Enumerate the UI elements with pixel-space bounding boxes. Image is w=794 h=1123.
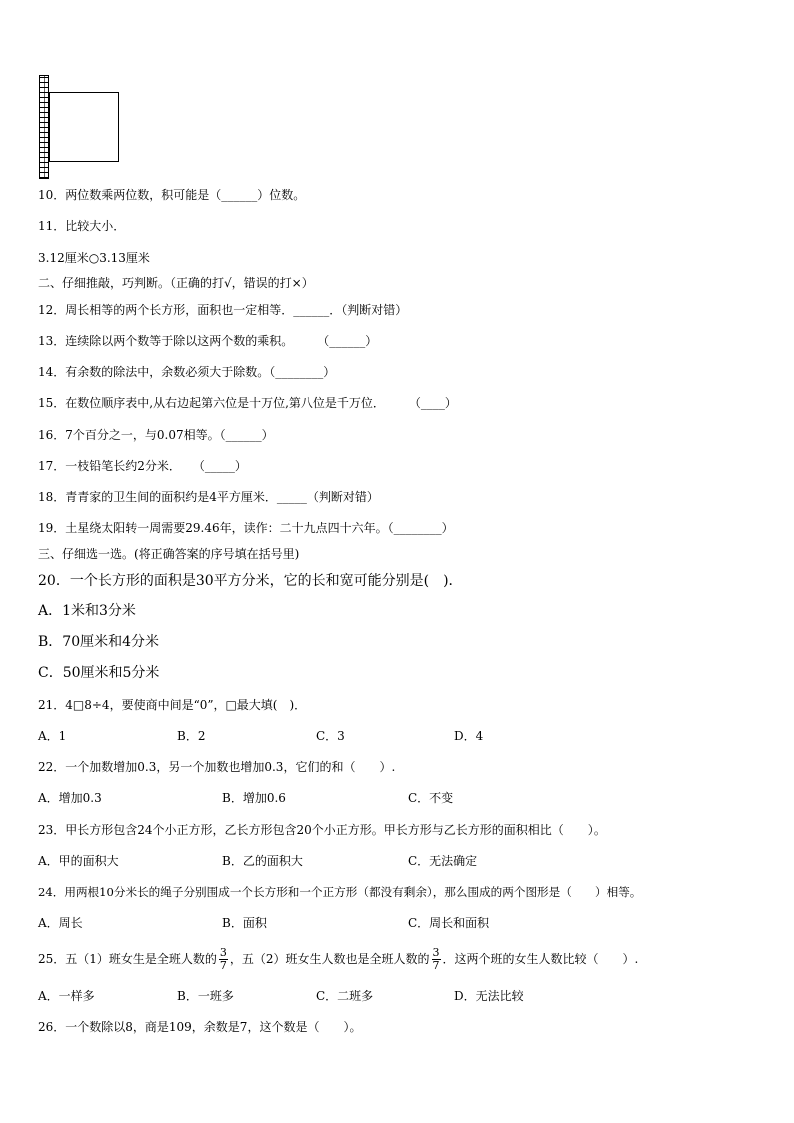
q20-option-b: B．70厘米和4分米 (38, 634, 160, 650)
q25-option-c: C．二班多 (316, 989, 374, 1003)
q25-option-d: D．无法比较 (454, 989, 524, 1003)
fraction-numerator: 3 (219, 946, 227, 959)
q24-option-b: B．面积 (222, 916, 267, 930)
q25-text-end: ．这两个班的女生人数比较（ ）. (442, 952, 639, 966)
q23-option-a: A．甲的面积大 (38, 854, 119, 868)
q21-option-b: B．2 (177, 729, 206, 743)
q25-text-middle: ，五（2）班女生人数也是全班人数的 (229, 952, 430, 966)
q23-option-c: C．无法确定 (408, 854, 478, 868)
question-16: 16．7个百分之一，与0.07相等。（______） (38, 428, 274, 442)
question-11: 11．比较大小． (38, 219, 126, 233)
question-15: 15．在数位顺序表中,从右边起第六位是十万位,第八位是千万位． （____） (38, 396, 457, 410)
fraction-3-7-second (432, 947, 441, 972)
question-10: 10．两位数乘两位数，积可能是（______）位数。 (38, 188, 306, 202)
question-20: 20．一个长方形的面积是30平方分米，它的长和宽可能分别是( )． (38, 573, 463, 589)
fraction-denominator: 7 (219, 959, 227, 972)
fraction-numerator-2: 3 (432, 946, 440, 959)
q24-option-a: A．周长 (38, 916, 83, 930)
q25-option-b: B．一班多 (177, 989, 234, 1003)
section-2-heading: 二、仔细推敲，巧判断。（正确的打√，错误的打×） (38, 276, 314, 290)
question-17: 17．一枝铅笔长约2分米． （_____） (38, 459, 247, 473)
q24-option-c: C．周长和面积 (408, 916, 490, 930)
question-12: 12．周长相等的两个长方形，面积也一定相等．______．（判断对错） (38, 303, 408, 317)
question-14: 14．有余数的除法中，余数必须大于除数。（________） (38, 365, 336, 379)
q23-option-b: B．乙的面积大 (222, 854, 303, 868)
q20-option-a: A．1米和3分米 (38, 603, 136, 619)
question-18: 18．青青家的卫生间的面积约是4平方厘米．_____（判断对错） (38, 490, 379, 504)
fraction-3-7 (219, 947, 228, 972)
q22-option-b: B．增加0.6 (222, 791, 286, 805)
fraction-denominator-2: 7 (432, 959, 440, 972)
question-19: 19．土星绕太阳转一周需要29.46年，读作：二十九点四十六年。（________） (38, 521, 454, 535)
q21-option-a: A．1 (38, 729, 67, 743)
q22-option-c: C．不变 (408, 791, 454, 805)
question-25 (38, 944, 638, 974)
question-11-body: 3.12厘米○3.13厘米 (38, 251, 150, 265)
q25-option-a: A．一样多 (38, 989, 95, 1003)
q25-text-start: 25．五（1）班女生是全班人数的 (38, 952, 217, 966)
q21-option-d: D．4 (454, 729, 484, 743)
question-26: 26．一个数除以8，商是109，余数是7，这个数是（ ）。 (38, 1020, 362, 1034)
door-rectangle (49, 92, 119, 162)
question-24: 24．用两根10分米长的绳子分别围成一个长方形和一个正方形（都没有剩余），那么围成的两个图形是（ ）相等。 (38, 885, 642, 899)
q21-option-c: C．3 (316, 729, 345, 743)
question-22: 22．一个加数增加0.3，另一个加数也增加0.3，它们的和（ ）. (38, 760, 396, 774)
section-3-heading: 三、仔细选一选。(将正确答案的序号填在括号里) (38, 547, 300, 561)
q22-option-a: A．增加0.3 (38, 791, 102, 805)
wall-hatch (39, 75, 49, 179)
q20-option-c: C．50厘米和5分米 (38, 665, 160, 681)
question-21: 21．4□8÷4，要使商中间是“0”，□最大填( )． (38, 698, 307, 712)
question-23: 23．甲长方形包含24个小正方形，乙长方形包含20个小正方形。甲长方形与乙长方形的面积相比（ ）。 (38, 823, 606, 837)
question-13: 13．连续除以两个数等于除以这两个数的乘积。 （______） (38, 334, 378, 348)
